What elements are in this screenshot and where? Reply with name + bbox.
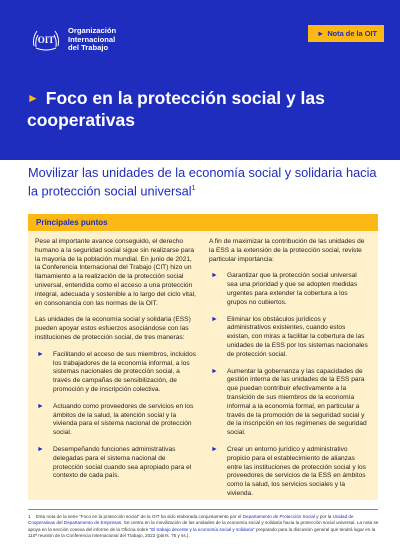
key-points-left-column	[35, 238, 197, 489]
list-item: ► Actuando como proveedores de servicios en los ámbitos de la salud, la atención social y la vivienda para el sistema nacional de protección social.	[37, 402, 194, 437]
link-social-protection-dept[interactable]: Departamento de Protección Social	[242, 514, 315, 519]
list-item: ► Aumentar la gobernanza y las capacidades de gestión interna de las unidades de la ESS para que puedan contribuir efectivamente a la transición de sus miembros de la economía informal a la economía formal, en particular a través de la promoción de la seguridad social y de la inscripción en los regímenes de seguridad social.	[211, 367, 367, 437]
paragraph: Pese al importante avance conseguido, el derecho humano a la seguridad social sigue sin realizarse para la mayoría de la población mundial. En junio de 2021, la Conferencia Internacional del Trabajo (CIT) hizo un llamamiento a la realización de la protección social universal, entendida como el acceso a una protección integral, adecuada y sostenible a lo largo del ciclo vital, en consonancia con las normas de la OIT.	[35, 238, 196, 307]
document-type-tag: ► Nota de la OIT	[308, 25, 384, 42]
key-points-right-column	[209, 238, 369, 507]
list-item: ► Facilitando el acceso de sus miembros, incluidos los trabajadores de la economía informal, a los sistemas nacionales de protección social, a través de campañas de sensibilización, de promoción y de inscripción colectiva.	[37, 350, 196, 393]
paragraph: A fin de maximizar la contribución de las unidades de la ESS a la extensión de la protección social, reviste particular importancia:	[209, 238, 365, 263]
list-item: ► Eliminar los obstáculos jurídicos y administrativos existentes, cuando estos existan, con miras a facilitar la cobertura de las unidades de la ESS por los sistemas nacionales de protección social.	[211, 315, 368, 358]
bullet-arrow-icon: ►	[37, 350, 44, 358]
bullet-list	[35, 351, 197, 481]
footnote-number: 1	[28, 514, 31, 519]
arrow-right-icon: ►	[317, 29, 325, 38]
paragraph: Las unidades de la economía social y solidaria (ESS) pueden apoyar estos esfuerzos asociándose con las instituciones de protección social, de tres maneras:	[35, 316, 191, 341]
bullet-arrow-icon: ►	[211, 445, 218, 453]
bullet-arrow-icon: ►	[37, 402, 44, 410]
bullet-arrow-icon: ►	[37, 445, 44, 453]
document-subtitle: Movilizar las unidades de la economía social y solidaria hacia la protección social universal$^1$	[28, 165, 377, 199]
footnote: 1 Esta nota de la serie "Foco en la protección social" de la OIT ha sido elaborada conjuntamente por el Departamento de Protección Social y por la Unidad de Cooperativas del Departamento de Empresas. Se centra en la movilización de las unidades de la economía social y solidaria hacia la protección social universal. La nota se apoya en la sección conexa del informe de la Oficina sobre "El trabajo decente y la economía social y solidaria" preparado para la discusión general que tendrá lugar en la 110ª reunión de la Conferencia Internacional del Trabajo, 2022 (párrs. 75 y ss.).	[28, 514, 379, 539]
ilo-logo-icon	[30, 26, 62, 52]
organization-name: Organización Internacional del Trabajo	[68, 26, 117, 53]
bullet-arrow-icon: ►	[211, 315, 218, 323]
link-enterprises-dept[interactable]: Departamento de Empresas	[63, 520, 122, 526]
bullet-arrow-icon: ►	[211, 272, 218, 280]
header-banner	[0, 0, 400, 160]
footnote-divider	[28, 509, 378, 510]
list-item: ► Desempeñando funciones administrativas delegadas para el sistema nacional de protección social cuando sea apropiado para el contexto de cada país.	[37, 445, 192, 480]
list-item: ► Crear un entorno jurídico y administrativo propicio para el establecimiento de alianzas entre las instituciones de protección social y los proveedores de servicios de la ESS en ámbitos como la salud, los servicios sociales y la vivienda.	[211, 445, 366, 497]
link-decent-work-report[interactable]: "El trabajo decente y la economía social y solidaria"	[149, 526, 255, 532]
arrow-right-icon: ►	[27, 91, 39, 105]
footnote-ref[interactable]: 1	[191, 185, 196, 192]
bullet-arrow-icon: ►	[211, 367, 218, 375]
bullet-list	[209, 272, 369, 498]
page-title: ► Foco en la protección social y las cooperativas	[27, 88, 325, 130]
list-item: ► Garantizar que la protección social universal sea una prioridad y que se adopten medidas urgentes para extender la cobertura a los grupos no cubiertos.	[211, 272, 358, 306]
svg-text:OIT: OIT	[37, 35, 55, 45]
key-points-heading: Principales puntos	[28, 214, 378, 231]
key-points-box	[28, 214, 378, 500]
link-cooperatives-unit[interactable]: Unidad de Cooperativas	[28, 514, 354, 526]
publication-date: Mayo de 2022	[28, 149, 73, 156]
